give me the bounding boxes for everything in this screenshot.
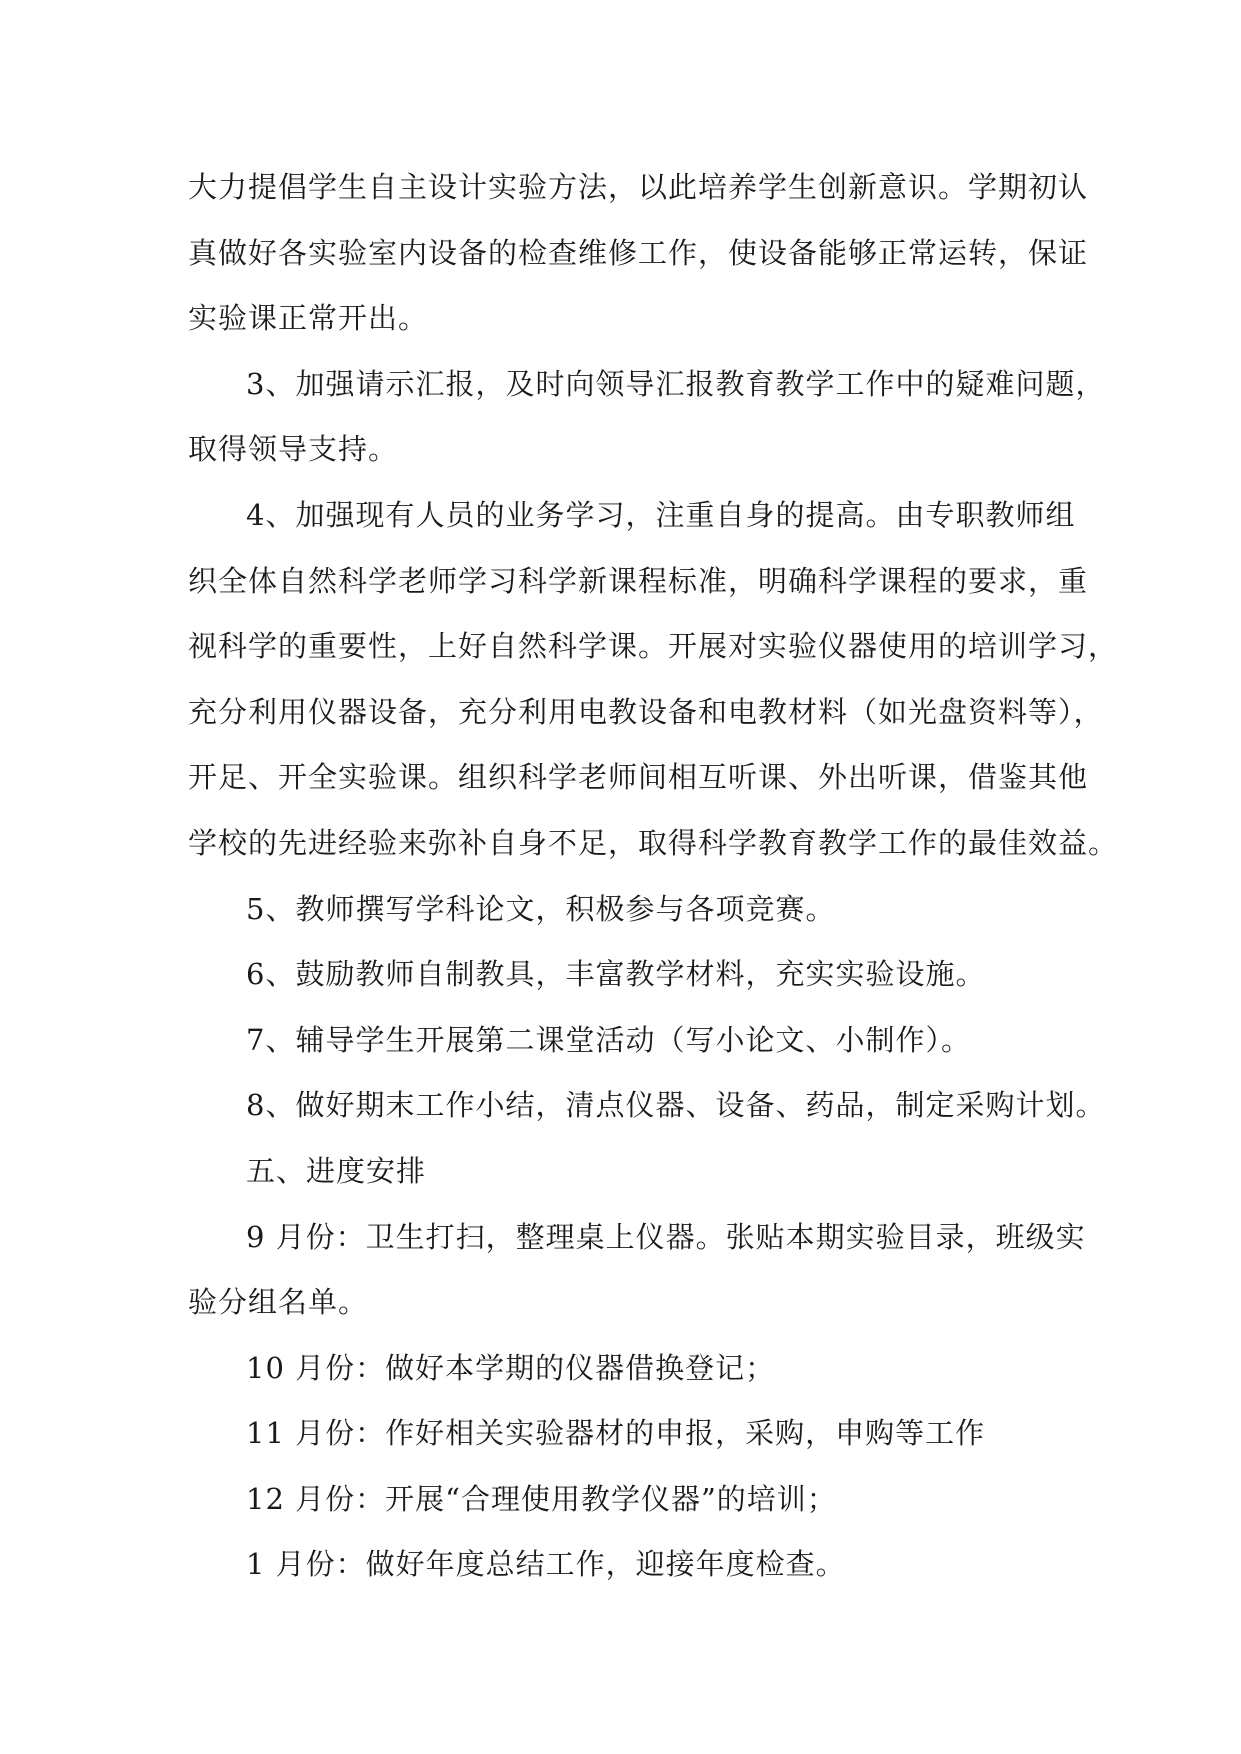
text-line: 4、加强现有人员的业务学习，注重自身的提高。由专职教师组 xyxy=(246,497,1076,532)
document-body xyxy=(188,155,1119,1598)
text-line: 取得领导支持。 xyxy=(188,432,399,467)
text-line: 7、辅导学生开展第二课堂活动（写小论文、小制作）。 xyxy=(246,1022,971,1057)
text-line: 12 月份：开展“合理使用教学仪器”的培训； xyxy=(246,1481,837,1516)
text-line: 9 月份：卫生打扫，整理桌上仪器。张贴本期实验目录，班级实 xyxy=(246,1219,1086,1254)
text-line: 3、加强请示汇报，及时向领导汇报教育教学工作中的疑难问题， xyxy=(246,366,1106,401)
text-line: 1 月份：做好年度总结工作，迎接年度检查。 xyxy=(246,1547,846,1582)
text-line: 10 月份：做好本学期的仪器借换登记； xyxy=(246,1350,776,1385)
text-line: 11 月份：作好相关实验器材的申报，采购，申购等工作 xyxy=(246,1416,986,1451)
text-line: 5、教师撰写学科论文，积极参与各项竞赛。 xyxy=(246,891,836,926)
text-line: 实验课正常开出。 xyxy=(188,301,429,336)
text-line: 织全体自然科学老师学习科学新课程标准，明确科学课程的要求，重 xyxy=(188,563,1089,598)
section-heading: 五、进度安排 xyxy=(246,1153,427,1188)
text-line: 学校的先进经验来弥补自身不足，取得科学教育教学工作的最佳效益。 xyxy=(188,825,1119,860)
text-line: 真做好各实验室内设备的检查维修工作，使设备能够正常运转，保证 xyxy=(188,235,1089,270)
text-line: 充分利用仪器设备，充分利用电教设备和电教材料（如光盘资料等）， xyxy=(188,694,1104,729)
text-line: 6、鼓励教师自制教具，丰富教学材料，充实实验设施。 xyxy=(246,957,986,992)
text-line: 视科学的重要性，上好自然科学课。开展对实验仪器使用的培训学习， xyxy=(188,629,1119,664)
text-line: 开足、开全实验课。组织科学老师间相互听课、外出听课，借鉴其他 xyxy=(188,760,1089,795)
text-line: 验分组名单。 xyxy=(188,1285,369,1320)
text-line: 8、做好期末工作小结，清点仪器、设备、药品，制定采购计划。 xyxy=(246,1088,1106,1123)
text-line: 大力提倡学生自主设计实验方法，以此培养学生创新意识。学期初认 xyxy=(188,170,1089,204)
